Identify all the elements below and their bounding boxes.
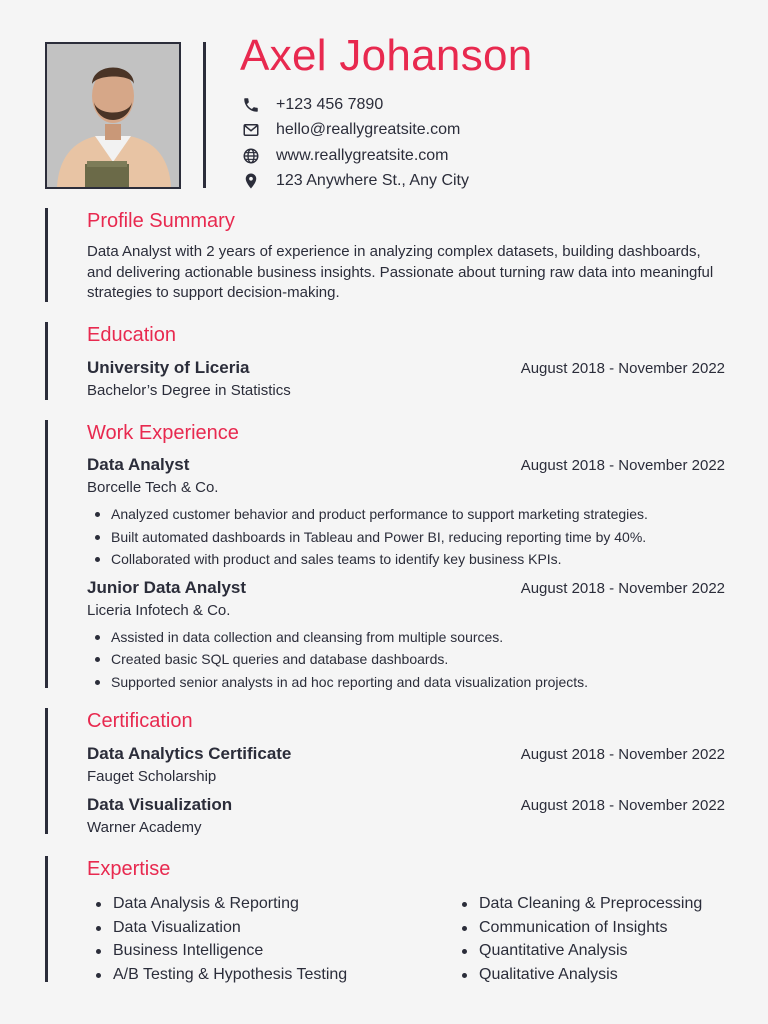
expertise-list-left bbox=[87, 892, 453, 986]
expertise-item: Data Analysis & Reporting bbox=[113, 892, 453, 916]
mail-icon bbox=[240, 120, 262, 140]
contact-website bbox=[240, 143, 469, 169]
contact-list bbox=[240, 92, 469, 194]
contact-phone bbox=[240, 92, 469, 118]
expertise-columns bbox=[87, 892, 725, 986]
job-role: Data Analyst bbox=[87, 455, 190, 474]
contact-email bbox=[240, 118, 469, 144]
education-item bbox=[87, 356, 725, 402]
profile-title: Profile Summary bbox=[87, 210, 235, 232]
website-text: www.reallygreatsite.com bbox=[276, 146, 449, 164]
education-section bbox=[45, 322, 725, 400]
phone-text: +123 456 7890 bbox=[276, 95, 384, 113]
location-pin-icon bbox=[240, 171, 262, 191]
degree-name: Bachelor’s Degree in Statistics bbox=[87, 382, 291, 399]
certificate-date: August 2018 - November 2022 bbox=[520, 797, 725, 814]
certificate-issuer: Fauget Scholarship bbox=[87, 768, 217, 785]
person-portrait-image bbox=[47, 44, 179, 187]
expertise-item: Communication of Insights bbox=[479, 916, 702, 940]
certification-title: Certification bbox=[87, 710, 193, 732]
section-bar bbox=[45, 322, 48, 400]
education-date: August 2018 - November 2022 bbox=[520, 360, 725, 377]
expertise-item: Qualitative Analysis bbox=[479, 963, 702, 987]
job-bullets bbox=[87, 626, 725, 694]
job-item bbox=[87, 453, 725, 571]
profile-photo bbox=[45, 42, 181, 189]
section-bar bbox=[45, 420, 48, 688]
certificate-issuer: Warner Academy bbox=[87, 819, 202, 836]
job-role: Junior Data Analyst bbox=[87, 577, 247, 597]
job-item bbox=[87, 576, 725, 694]
work-title: Work Experience bbox=[87, 422, 239, 444]
job-bullet: Assisted in data collection and cleansing from multiple sources. bbox=[111, 626, 725, 649]
email-text: hello@reallygreatsite.com bbox=[276, 121, 461, 139]
expertise-list-right bbox=[453, 892, 702, 986]
globe-icon bbox=[240, 146, 262, 166]
school-name: University of Liceria bbox=[87, 358, 250, 377]
job-bullets bbox=[87, 503, 725, 571]
job-company: Borcelle Tech & Co. bbox=[87, 479, 219, 496]
job-bullet: Supported senior analysts in ad hoc reporting and data visualization projects. bbox=[111, 671, 725, 694]
certification-item bbox=[87, 742, 725, 788]
phone-icon bbox=[240, 95, 262, 115]
work-section bbox=[45, 420, 725, 688]
expertise-item: Data Cleaning & Preprocessing bbox=[479, 892, 702, 916]
certification-item bbox=[87, 793, 725, 839]
header-divider bbox=[203, 42, 206, 188]
certificate-date: August 2018 - November 2022 bbox=[520, 746, 725, 763]
profile-section bbox=[45, 208, 725, 302]
education-title: Education bbox=[87, 324, 176, 346]
expertise-item: Quantitative Analysis bbox=[479, 939, 702, 963]
job-date: August 2018 - November 2022 bbox=[520, 457, 725, 474]
expertise-section bbox=[45, 856, 725, 982]
certificate-name: Data Visualization bbox=[87, 795, 233, 814]
profile-text: Data Analyst with 2 years of experience in analyzing complex datasets, building dashboards, and delivering actionable business insights. Passionate about turning raw data into meaningful strategies to support decision-making. bbox=[87, 243, 714, 301]
expertise-item: A/B Testing & Hypothesis Testing bbox=[113, 963, 453, 987]
job-bullet: Built automated dashboards in Tableau and Power BI, reducing reporting time by 40%. bbox=[111, 526, 725, 549]
job-date: August 2018 - November 2022 bbox=[520, 579, 725, 597]
job-bullet: Analyzed customer behavior and product performance to support marketing strategies. bbox=[111, 503, 725, 526]
expertise-item: Data Visualization bbox=[113, 916, 453, 940]
contact-address bbox=[240, 169, 469, 195]
candidate-name: Axel Johanson bbox=[240, 31, 533, 80]
certification-section bbox=[45, 708, 725, 834]
section-bar bbox=[45, 856, 48, 982]
section-bar bbox=[45, 208, 48, 302]
job-company: Liceria Infotech & Co. bbox=[87, 601, 231, 619]
job-bullet: Collaborated with product and sales teams to identify key business KPIs. bbox=[111, 548, 725, 571]
expertise-title: Expertise bbox=[87, 858, 171, 880]
certificate-name: Data Analytics Certificate bbox=[87, 744, 292, 763]
section-bar bbox=[45, 708, 48, 834]
address-text: 123 Anywhere St., Any City bbox=[276, 172, 469, 190]
expertise-item: Business Intelligence bbox=[113, 939, 453, 963]
job-bullet: Created basic SQL queries and database dashboards. bbox=[111, 648, 725, 671]
